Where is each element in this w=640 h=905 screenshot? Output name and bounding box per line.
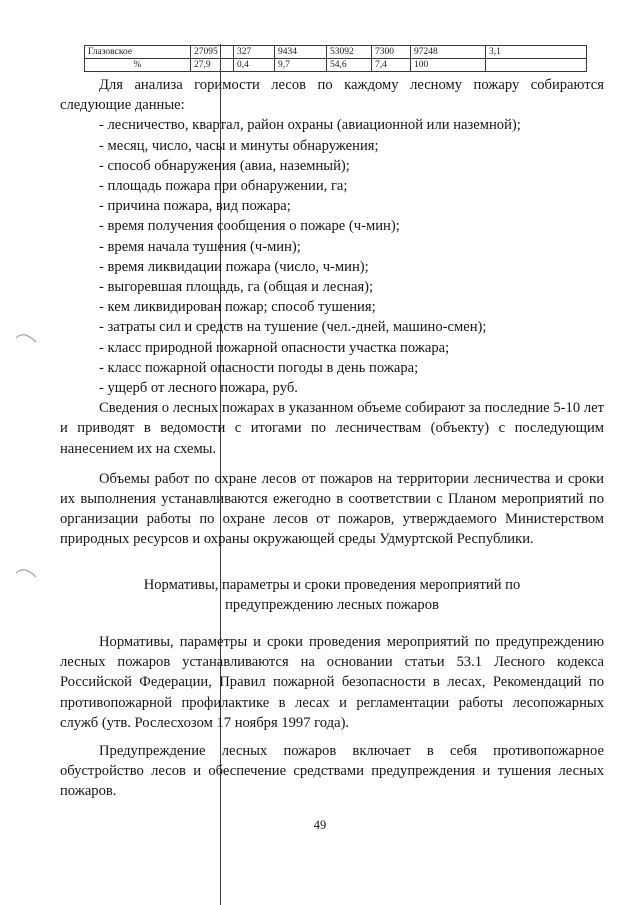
table-cell: 54,6 [327,59,372,72]
list-item: - площадь пожара при обнаружении, га; [99,178,348,195]
page-number: 49 [313,818,327,832]
section-heading-line: Нормативы, параметры и сроки проведения мероприятий по [143,577,521,593]
table-cell: 53092 [327,46,372,59]
table-cell: 3,1 [486,46,587,59]
list-item: - лесничество, квартал, район охраны (авиационной или наземной); [99,117,521,134]
intro-paragraph: Для анализа горимости лесов по каждому лесному пожару собираются следующие данные: [60,77,604,114]
norms-paragraph: Нормативы, параметры и сроки проведения мероприятий по предупреждению лесных пожаров устанавливаются на основании статьи 53.1 Лесного кодекса Российской Федерации, Правил пожарной безопасности в лесах, Рекомендаций по противопожарной профилактике в лесах и регламентации работы лесопожарных служб (утв. Рослесхозом 17 ноября 1997 года). [60,634,604,731]
table-cell: 7,4 [372,59,411,72]
section-heading-line: предупреждению лесных пожаров [225,597,439,614]
table-row [85,46,587,59]
table-cell: Глазовское [85,46,191,59]
punch-hole-mark [14,328,38,348]
table-cell: 27,9 [191,59,234,72]
list-item: - время получения сообщения о пожаре (ч-мин); [99,218,400,235]
punch-hole-mark [14,563,38,583]
work-volume-paragraph: Объемы работ по охране лесов от пожаров на территории лесничества и сроки их выполнения устанавливаются ежегодно в соответствии с Планом мероприятий по организации работы по охране лесов от пожаров, утверждаемого Министерством природных ресурсов и охраны окружающей среды Удмуртской Республики. [60,470,604,548]
list-item: - причина пожара, вид пожара; [99,198,291,215]
statistics-table-fragment [84,45,587,72]
fire-records-paragraph: Сведения о лесных пожарах в указанном объеме собирают за последние 5-10 лет и приводят в ведомости с итогами по лесничествам (объекту) с последующим нанесением их на схемы. [60,400,604,457]
list-item: - кем ликвидирован пожар; способ тушения; [99,299,376,316]
table-cell [486,59,587,72]
table-cell: % [85,59,191,72]
list-item: - затраты сил и средств на тушение (чел.-дней, машино-смен); [99,319,487,336]
list-item: - время начала тушения (ч-мин); [99,238,301,255]
list-item: - месяц, число, часы и минуты обнаружения; [99,137,379,154]
table-cell: 27095 [191,46,234,59]
list-item: - время ликвидации пожара (число, ч-мин); [99,258,369,275]
table-cell: 7300 [372,46,411,59]
document-body [60,75,604,550]
table-cell: 0,4 [234,59,275,72]
table-row [85,59,587,72]
table-cell: 327 [234,46,275,59]
list-item: - класс природной пожарной опасности участка пожара; [99,339,450,356]
table-cell: 9,7 [275,59,327,72]
table-cell: 9434 [275,46,327,59]
list-item: - класс пожарной опасности погоды в день пожара; [99,359,419,376]
list-item: - выгоревшая площадь, га (общая и лесная); [99,279,374,296]
prevention-paragraph: Предупреждение лесных пожаров включает в себя противопожарное обустройство лесов и обеспечение средствами предупреждения и тушения лесных пожаров. [60,743,604,800]
list-item: - ущерб от лесного пожара, руб. [99,380,298,397]
table-cell: 97248 [411,46,486,59]
section-heading [60,575,604,615]
document-body-section [60,632,604,802]
table-cell: 100 [411,59,486,72]
list-item: - способ обнаружения (авиа, наземный); [99,157,350,174]
